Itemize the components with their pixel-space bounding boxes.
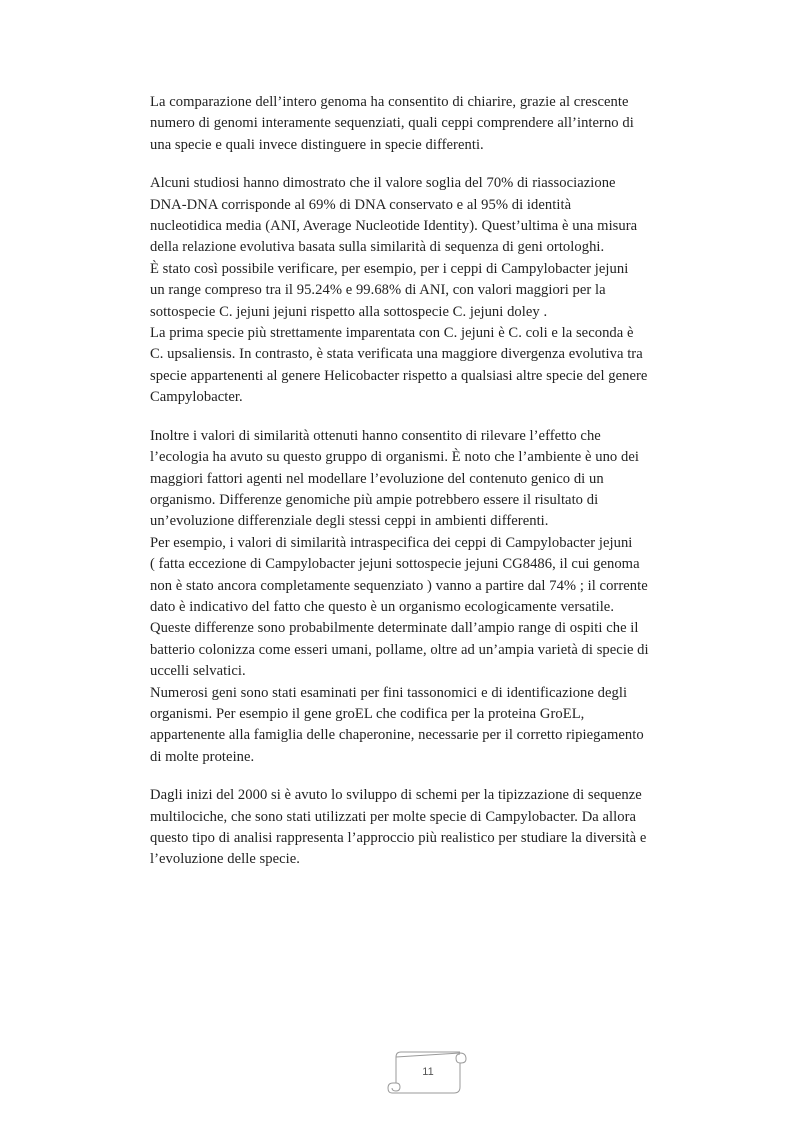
text-line: appartenente alla famiglia delle chaperonine, necessarie per il corretto ripiegamento (150, 727, 644, 744)
text-line: organismo. Differenze genomiche più ampie potrebbero essere il risultato di (150, 491, 599, 508)
text-line: Per esempio, i valori di similarità intraspecifica dei ceppi di Campylobacter jejuni (150, 534, 633, 551)
text-line: di molte proteine. (150, 748, 255, 765)
text-line: C. upsaliensis. In contrasto, è stata verificata una maggiore divergenza evolutiva tra (150, 346, 643, 363)
text-line: organismi. Per esempio il gene groEL che codifica per la proteina GroEL, (150, 705, 585, 722)
text-line: uccelli selvatici. (150, 663, 246, 680)
page-footer (386, 1049, 462, 1093)
text-line: un range compreso tra il 95.24% e 99.68% di ANI, con valori maggiori per la (150, 282, 606, 299)
text-line: ( fatta eccezione di Campylobacter jejuni sottospecie jejuni CG8486, il cui genoma (150, 556, 640, 573)
page-number: 11 (422, 1066, 434, 1078)
text-line: Inoltre i valori di similarità ottenuti hanno consentito di rilevare l’effetto che (150, 427, 601, 444)
text-line: un’evoluzione differenziale degli stessi ceppi in ambienti differenti. (150, 513, 549, 530)
text-line: l’evoluzione delle specie. (150, 851, 301, 868)
text-line: una specie e quali invece distinguere in specie differenti. (150, 136, 484, 153)
text-line: maggiori fattori agenti nel modellare l’evoluzione del contenuto genico di un (150, 470, 604, 487)
text-line: non è stato ancora completamente sequenziato ) vanno a partire dal 74% ; il corrente (150, 577, 648, 594)
text-line: nucleotidica media (ANI, Average Nucleotide Identity). Quest’ultima è una misura (150, 218, 638, 235)
paragraph-ecology (150, 426, 700, 769)
text-line: È stato così possibile verificare, per esempio, per i ceppi di Campylobacter jejuni (150, 260, 629, 277)
text-line: della relazione evolutiva basata sulla similarità di sequenza di geni ortologhi. (150, 239, 605, 256)
text-line: questo tipo di analisi rappresenta l’approccio più realistico per studiare la diversità e (150, 830, 647, 846)
text-line: multilociche, che sono stati utilizzati per molte specie di Campylobacter. Da allora (150, 808, 637, 825)
paragraph-genome-comparison (150, 92, 700, 156)
text-line: Queste differenze sono probabilmente determinate dall’ampio range di ospiti che il (150, 620, 639, 637)
text-line: Campylobacter. (150, 389, 243, 406)
paragraph-dna-reassociation (150, 173, 700, 408)
text-line: Dagli inizi del 2000 si è avuto lo sviluppo di schemi per la tipizzazione di sequenze (150, 787, 642, 804)
text-line: La prima specie più strettamente imparentata con C. jejuni è C. coli e la seconda è (150, 325, 634, 342)
text-line: DNA-DNA corrisponde al 69% di DNA conservato e al 95% di identità (150, 196, 572, 213)
text-line: l’ecologia ha avuto su questo gruppo di organismi. È noto che l’ambiente è uno dei (150, 449, 639, 466)
text-line: sottospecie C. jejuni jejuni rispetto alla sottospecie C. jejuni doley . (150, 303, 548, 320)
text-line: specie appartenenti al genere Helicobacter rispetto a qualsiasi altre specie del genere (150, 367, 648, 384)
text-line: La comparazione dell’intero genoma ha consentito di chiarire, grazie al crescente (150, 94, 629, 110)
document-body (150, 92, 700, 888)
text-line: dato è indicativo del fatto che questo è un organismo ecologicamente versatile. (150, 598, 615, 615)
text-line: batterio colonizza come esseri umani, pollame, oltre ad un’ampia varietà di specie di (150, 641, 649, 658)
text-line: Alcuni studiosi hanno dimostrato che il valore soglia del 70% di riassociazione (150, 175, 616, 192)
text-line: Numerosi geni sono stati esaminati per fini tassonomici e di identificazione degli (150, 684, 628, 701)
paragraph-mlst (150, 785, 700, 871)
text-line: numero di genomi interamente sequenziati, quali ceppi comprendere all’interno di (150, 115, 634, 132)
